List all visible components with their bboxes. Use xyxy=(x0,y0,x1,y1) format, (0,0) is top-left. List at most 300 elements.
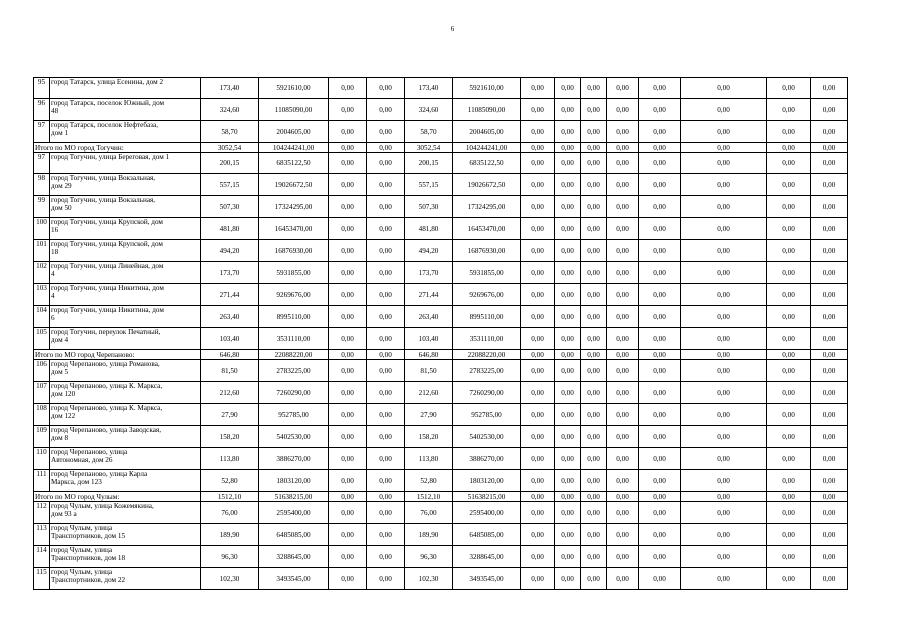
value-cell: 81,50 xyxy=(201,360,259,382)
value-cell: 0,00 xyxy=(681,78,767,99)
value-cell: 0,00 xyxy=(581,196,607,218)
value-cell: 5402530,00 xyxy=(259,426,329,448)
value-cell: 5402530,00 xyxy=(453,426,521,448)
address-line: 16 xyxy=(51,226,59,234)
value-cell: 0,00 xyxy=(329,350,367,360)
value-cell: 0,00 xyxy=(607,350,639,360)
value-cell: 9269676,00 xyxy=(453,284,521,306)
value-cell: 1803120,00 xyxy=(259,470,329,492)
value-cell: 0,00 xyxy=(555,546,581,568)
value-cell: 2783225,00 xyxy=(453,360,521,382)
value-cell: 952785,00 xyxy=(259,404,329,426)
value-cell: 0,00 xyxy=(521,240,555,262)
address-line: Транспортников, дом 15 xyxy=(51,532,126,540)
table-body xyxy=(34,78,848,590)
value-cell: 0,00 xyxy=(581,78,607,99)
value-cell: 0,00 xyxy=(329,78,367,99)
table-row xyxy=(34,328,848,350)
value-cell: 0,00 xyxy=(767,143,811,153)
value-cell: 952785,00 xyxy=(453,404,521,426)
address-line: город Тогучин, улица Вокзальная, xyxy=(51,174,156,182)
value-cell: 0,00 xyxy=(767,448,811,470)
value-cell: 0,00 xyxy=(767,99,811,121)
value-cell: 2004605,00 xyxy=(259,121,329,143)
address-cell xyxy=(50,426,201,448)
value-cell: 0,00 xyxy=(329,502,367,524)
allocation-table xyxy=(33,77,848,590)
value-cell: 0,00 xyxy=(521,568,555,590)
value-cell: 52,80 xyxy=(201,470,259,492)
value-cell: 0,00 xyxy=(681,404,767,426)
value-cell: 0,00 xyxy=(811,143,848,153)
address-line: Транспортников, дом 22 xyxy=(51,576,126,584)
value-cell: 0,00 xyxy=(329,426,367,448)
value-cell: 0,00 xyxy=(367,328,405,350)
value-cell: 0,00 xyxy=(555,360,581,382)
address-line: город Татарск, улица Есенина, дом 2 xyxy=(51,78,164,86)
row-number: 105 xyxy=(34,328,50,350)
row-number: 106 xyxy=(34,360,50,382)
value-cell: 0,00 xyxy=(681,196,767,218)
value-cell: 0,00 xyxy=(607,404,639,426)
value-cell: 0,00 xyxy=(811,306,848,328)
value-cell: 0,00 xyxy=(607,470,639,492)
value-cell: 173,40 xyxy=(201,78,259,99)
value-cell: 0,00 xyxy=(581,426,607,448)
value-cell: 3493545,00 xyxy=(259,568,329,590)
value-cell: 0,00 xyxy=(607,174,639,196)
value-cell: 0,00 xyxy=(607,448,639,470)
value-cell: 0,00 xyxy=(767,426,811,448)
value-cell: 173,40 xyxy=(405,78,453,99)
value-cell: 0,00 xyxy=(681,382,767,404)
value-cell: 0,00 xyxy=(329,174,367,196)
value-cell: 0,00 xyxy=(639,350,681,360)
value-cell: 0,00 xyxy=(681,524,767,546)
value-cell: 0,00 xyxy=(811,568,848,590)
row-number: 100 xyxy=(34,218,50,240)
value-cell: 0,00 xyxy=(581,99,607,121)
address-line: 4 xyxy=(51,292,55,300)
value-cell: 102,30 xyxy=(201,568,259,590)
value-cell: 0,00 xyxy=(639,121,681,143)
value-cell: 0,00 xyxy=(639,382,681,404)
value-cell: 0,00 xyxy=(521,306,555,328)
row-number: 103 xyxy=(34,284,50,306)
row-number: 115 xyxy=(34,568,50,590)
value-cell: 51638215,00 xyxy=(453,492,521,502)
value-cell: 11085090,00 xyxy=(453,99,521,121)
value-cell: 0,00 xyxy=(811,284,848,306)
value-cell: 0,00 xyxy=(329,284,367,306)
value-cell: 0,00 xyxy=(607,502,639,524)
value-cell: 0,00 xyxy=(639,426,681,448)
address-line: город Черепаново, улица К. Маркса, xyxy=(51,382,163,390)
value-cell: 0,00 xyxy=(811,470,848,492)
address-cell xyxy=(50,153,201,174)
value-cell: 0,00 xyxy=(367,143,405,153)
row-number: 97 xyxy=(34,121,50,143)
value-cell: 58,70 xyxy=(405,121,453,143)
value-cell: 0,00 xyxy=(329,404,367,426)
value-cell: 0,00 xyxy=(555,568,581,590)
table-row xyxy=(34,546,848,568)
value-cell: 0,00 xyxy=(681,470,767,492)
value-cell: 0,00 xyxy=(367,218,405,240)
value-cell: 0,00 xyxy=(811,99,848,121)
value-cell: 0,00 xyxy=(639,143,681,153)
value-cell: 0,00 xyxy=(367,470,405,492)
address-cell xyxy=(50,306,201,328)
value-cell: 104244241,00 xyxy=(453,143,521,153)
value-cell: 507,30 xyxy=(201,196,259,218)
table-row xyxy=(34,196,848,218)
value-cell: 263,40 xyxy=(405,306,453,328)
address-line: город Тогучин, улица Вокзальная, xyxy=(51,196,156,204)
value-cell: 0,00 xyxy=(811,360,848,382)
table-row xyxy=(34,470,848,492)
value-cell: 0,00 xyxy=(521,218,555,240)
value-cell: 6485085,00 xyxy=(453,524,521,546)
address-line: дом 29 xyxy=(51,182,72,190)
address-line: Автономная, дом 26 xyxy=(51,456,113,464)
value-cell: 0,00 xyxy=(811,546,848,568)
table-row xyxy=(34,218,848,240)
value-cell: 0,00 xyxy=(767,240,811,262)
value-cell: 16876930,00 xyxy=(453,240,521,262)
table-row xyxy=(34,448,848,470)
value-cell: 0,00 xyxy=(811,524,848,546)
value-cell: 0,00 xyxy=(555,350,581,360)
value-cell: 1512,10 xyxy=(201,492,259,502)
row-number: 99 xyxy=(34,196,50,218)
table-total-row xyxy=(34,143,848,153)
value-cell: 6485085,00 xyxy=(259,524,329,546)
address-line: дом 8 xyxy=(51,434,69,442)
value-cell: 0,00 xyxy=(767,174,811,196)
row-number: 114 xyxy=(34,546,50,568)
value-cell: 2595400,00 xyxy=(453,502,521,524)
value-cell: 113,80 xyxy=(405,448,453,470)
value-cell: 0,00 xyxy=(581,350,607,360)
table-row xyxy=(34,524,848,546)
value-cell: 0,00 xyxy=(607,568,639,590)
row-number: 104 xyxy=(34,306,50,328)
value-cell: 324,60 xyxy=(405,99,453,121)
value-cell: 0,00 xyxy=(607,218,639,240)
value-cell: 507,30 xyxy=(405,196,453,218)
address-line: город Татарск, поселок Нефтебаза, xyxy=(51,121,158,129)
value-cell: 0,00 xyxy=(639,448,681,470)
value-cell: 271,44 xyxy=(405,284,453,306)
value-cell: 0,00 xyxy=(329,382,367,404)
value-cell: 0,00 xyxy=(555,306,581,328)
address-cell xyxy=(50,568,201,590)
value-cell: 0,00 xyxy=(767,568,811,590)
value-cell: 17324295,00 xyxy=(259,196,329,218)
value-cell: 5921610,00 xyxy=(259,78,329,99)
value-cell: 6835122,50 xyxy=(453,153,521,174)
value-cell: 0,00 xyxy=(581,284,607,306)
value-cell: 0,00 xyxy=(811,240,848,262)
value-cell: 0,00 xyxy=(639,328,681,350)
value-cell: 0,00 xyxy=(555,78,581,99)
value-cell: 0,00 xyxy=(521,546,555,568)
value-cell: 0,00 xyxy=(555,196,581,218)
value-cell: 189,90 xyxy=(201,524,259,546)
value-cell: 0,00 xyxy=(555,470,581,492)
value-cell: 0,00 xyxy=(555,426,581,448)
value-cell: 0,00 xyxy=(607,99,639,121)
value-cell: 0,00 xyxy=(607,153,639,174)
value-cell: 0,00 xyxy=(581,240,607,262)
address-line: дом 50 xyxy=(51,204,72,212)
address-line: город Черепаново, улица К. Маркса, xyxy=(51,404,163,412)
value-cell: 0,00 xyxy=(329,546,367,568)
value-cell: 0,00 xyxy=(607,78,639,99)
value-cell: 0,00 xyxy=(555,174,581,196)
value-cell: 0,00 xyxy=(581,328,607,350)
value-cell: 0,00 xyxy=(811,404,848,426)
value-cell: 0,00 xyxy=(681,426,767,448)
value-cell: 158,20 xyxy=(201,426,259,448)
address-cell xyxy=(50,262,201,284)
value-cell: 1512,10 xyxy=(405,492,453,502)
value-cell: 0,00 xyxy=(581,404,607,426)
table-row xyxy=(34,240,848,262)
address-line: город Черепаново, улица Романова, xyxy=(51,360,160,368)
value-cell: 0,00 xyxy=(767,382,811,404)
address-line: дом 120 xyxy=(51,390,76,398)
value-cell: 3288645,00 xyxy=(453,546,521,568)
value-cell: 0,00 xyxy=(367,153,405,174)
value-cell: 0,00 xyxy=(767,492,811,502)
value-cell: 0,00 xyxy=(811,328,848,350)
value-cell: 0,00 xyxy=(521,78,555,99)
value-cell: 0,00 xyxy=(555,524,581,546)
value-cell: 3288645,00 xyxy=(259,546,329,568)
value-cell: 0,00 xyxy=(767,121,811,143)
value-cell: 0,00 xyxy=(811,448,848,470)
value-cell: 0,00 xyxy=(581,492,607,502)
total-label: Итого по МО город Чулым: xyxy=(34,492,201,502)
value-cell: 0,00 xyxy=(607,143,639,153)
row-number: 111 xyxy=(34,470,50,492)
value-cell: 0,00 xyxy=(367,306,405,328)
address-line: город Черепаново, улица xyxy=(51,448,128,456)
value-cell: 200,15 xyxy=(201,153,259,174)
address-line: 18 xyxy=(51,248,59,256)
value-cell: 0,00 xyxy=(811,502,848,524)
address-line: город Тогучин, переулок Печатный, xyxy=(51,328,161,336)
value-cell: 271,44 xyxy=(201,284,259,306)
value-cell: 0,00 xyxy=(607,240,639,262)
value-cell: 0,00 xyxy=(681,99,767,121)
row-number: 107 xyxy=(34,382,50,404)
page-number: 6 xyxy=(450,25,455,33)
table-row xyxy=(34,284,848,306)
value-cell: 0,00 xyxy=(329,99,367,121)
value-cell: 0,00 xyxy=(521,426,555,448)
value-cell: 22088220,00 xyxy=(259,350,329,360)
value-cell: 0,00 xyxy=(367,262,405,284)
table-row xyxy=(34,382,848,404)
value-cell: 0,00 xyxy=(811,350,848,360)
value-cell: 0,00 xyxy=(639,196,681,218)
value-cell: 0,00 xyxy=(767,153,811,174)
value-cell: 646,80 xyxy=(201,350,259,360)
value-cell: 0,00 xyxy=(681,502,767,524)
value-cell: 0,00 xyxy=(329,306,367,328)
value-cell: 494,20 xyxy=(405,240,453,262)
value-cell: 200,15 xyxy=(405,153,453,174)
total-label: Итого по МО город Черепаново: xyxy=(34,350,201,360)
value-cell: 0,00 xyxy=(329,143,367,153)
total-label: Итого по МО город Тогучин: xyxy=(34,143,201,153)
address-cell xyxy=(50,218,201,240)
address-cell xyxy=(50,382,201,404)
value-cell: 0,00 xyxy=(639,99,681,121)
value-cell: 22088220,00 xyxy=(453,350,521,360)
value-cell: 27,90 xyxy=(405,404,453,426)
value-cell: 81,50 xyxy=(405,360,453,382)
value-cell: 0,00 xyxy=(767,350,811,360)
value-cell: 0,00 xyxy=(681,153,767,174)
value-cell: 0,00 xyxy=(521,174,555,196)
table-row xyxy=(34,153,848,174)
address-cell xyxy=(50,404,201,426)
row-number: 98 xyxy=(34,174,50,196)
row-number: 108 xyxy=(34,404,50,426)
value-cell: 646,80 xyxy=(405,350,453,360)
value-cell: 0,00 xyxy=(767,218,811,240)
value-cell: 0,00 xyxy=(521,196,555,218)
value-cell: 0,00 xyxy=(767,360,811,382)
value-cell: 0,00 xyxy=(681,328,767,350)
address-line: 4 xyxy=(51,270,55,278)
value-cell: 0,00 xyxy=(521,470,555,492)
value-cell: 102,30 xyxy=(405,568,453,590)
value-cell: 0,00 xyxy=(329,524,367,546)
value-cell: 0,00 xyxy=(767,546,811,568)
value-cell: 3052,54 xyxy=(405,143,453,153)
value-cell: 0,00 xyxy=(767,196,811,218)
value-cell: 0,00 xyxy=(581,174,607,196)
value-cell: 0,00 xyxy=(367,240,405,262)
address-line: 48 xyxy=(51,107,59,115)
value-cell: 0,00 xyxy=(521,143,555,153)
value-cell: 0,00 xyxy=(639,78,681,99)
address-line: город Черепаново, улица Заводская, xyxy=(51,426,162,434)
address-line: город Тогучин, улица Линейная, дом xyxy=(51,262,164,270)
value-cell: 173,70 xyxy=(405,262,453,284)
value-cell: 51638215,00 xyxy=(259,492,329,502)
address-line: город Чулым, улица xyxy=(51,524,113,532)
value-cell: 0,00 xyxy=(521,360,555,382)
value-cell: 0,00 xyxy=(811,121,848,143)
value-cell: 189,90 xyxy=(405,524,453,546)
value-cell: 0,00 xyxy=(367,502,405,524)
value-cell: 11085090,00 xyxy=(259,99,329,121)
address-line: город Тогучин, улица Никитина, дом xyxy=(51,284,164,292)
value-cell: 58,70 xyxy=(201,121,259,143)
value-cell: 0,00 xyxy=(581,524,607,546)
value-cell: 0,00 xyxy=(639,404,681,426)
value-cell: 8995110,00 xyxy=(259,306,329,328)
value-cell: 0,00 xyxy=(607,328,639,350)
value-cell: 19026672,50 xyxy=(259,174,329,196)
value-cell: 6835122,50 xyxy=(259,153,329,174)
value-cell: 0,00 xyxy=(639,262,681,284)
address-line: дом 1 xyxy=(51,129,69,137)
address-line: город Черепаново, улица Карла xyxy=(51,470,148,478)
table-row xyxy=(34,262,848,284)
value-cell: 0,00 xyxy=(639,306,681,328)
value-cell: 0,00 xyxy=(607,524,639,546)
row-number: 95 xyxy=(34,78,50,99)
value-cell: 0,00 xyxy=(521,328,555,350)
row-number: 102 xyxy=(34,262,50,284)
address-cell xyxy=(50,502,201,524)
value-cell: 0,00 xyxy=(681,218,767,240)
value-cell: 494,20 xyxy=(201,240,259,262)
value-cell: 0,00 xyxy=(681,143,767,153)
value-cell: 0,00 xyxy=(811,262,848,284)
value-cell: 0,00 xyxy=(521,284,555,306)
value-cell: 0,00 xyxy=(767,502,811,524)
value-cell: 481,80 xyxy=(405,218,453,240)
row-number: 113 xyxy=(34,524,50,546)
value-cell: 27,90 xyxy=(201,404,259,426)
value-cell: 0,00 xyxy=(681,492,767,502)
value-cell: 0,00 xyxy=(681,262,767,284)
value-cell: 3886270,00 xyxy=(453,448,521,470)
value-cell: 0,00 xyxy=(639,524,681,546)
value-cell: 0,00 xyxy=(581,502,607,524)
value-cell: 158,20 xyxy=(405,426,453,448)
value-cell: 0,00 xyxy=(581,262,607,284)
value-cell: 96,30 xyxy=(405,546,453,568)
table-row xyxy=(34,360,848,382)
value-cell: 0,00 xyxy=(555,153,581,174)
value-cell: 0,00 xyxy=(555,448,581,470)
value-cell: 0,00 xyxy=(681,546,767,568)
address-cell xyxy=(50,470,201,492)
value-cell: 0,00 xyxy=(555,404,581,426)
value-cell: 76,00 xyxy=(405,502,453,524)
value-cell: 0,00 xyxy=(581,360,607,382)
value-cell: 0,00 xyxy=(767,262,811,284)
value-cell: 0,00 xyxy=(811,382,848,404)
value-cell: 0,00 xyxy=(555,382,581,404)
value-cell: 103,40 xyxy=(201,328,259,350)
address-line: город Тогучин, улица Никитина, дом xyxy=(51,306,164,314)
value-cell: 16876930,00 xyxy=(259,240,329,262)
address-cell xyxy=(50,448,201,470)
value-cell: 0,00 xyxy=(367,568,405,590)
value-cell: 0,00 xyxy=(607,306,639,328)
value-cell: 0,00 xyxy=(367,382,405,404)
row-number: 109 xyxy=(34,426,50,448)
value-cell: 0,00 xyxy=(681,448,767,470)
value-cell: 19026672,50 xyxy=(453,174,521,196)
value-cell: 0,00 xyxy=(367,78,405,99)
value-cell: 5931855,00 xyxy=(453,262,521,284)
value-cell: 0,00 xyxy=(607,360,639,382)
value-cell: 0,00 xyxy=(581,448,607,470)
value-cell: 0,00 xyxy=(767,470,811,492)
value-cell: 0,00 xyxy=(555,143,581,153)
